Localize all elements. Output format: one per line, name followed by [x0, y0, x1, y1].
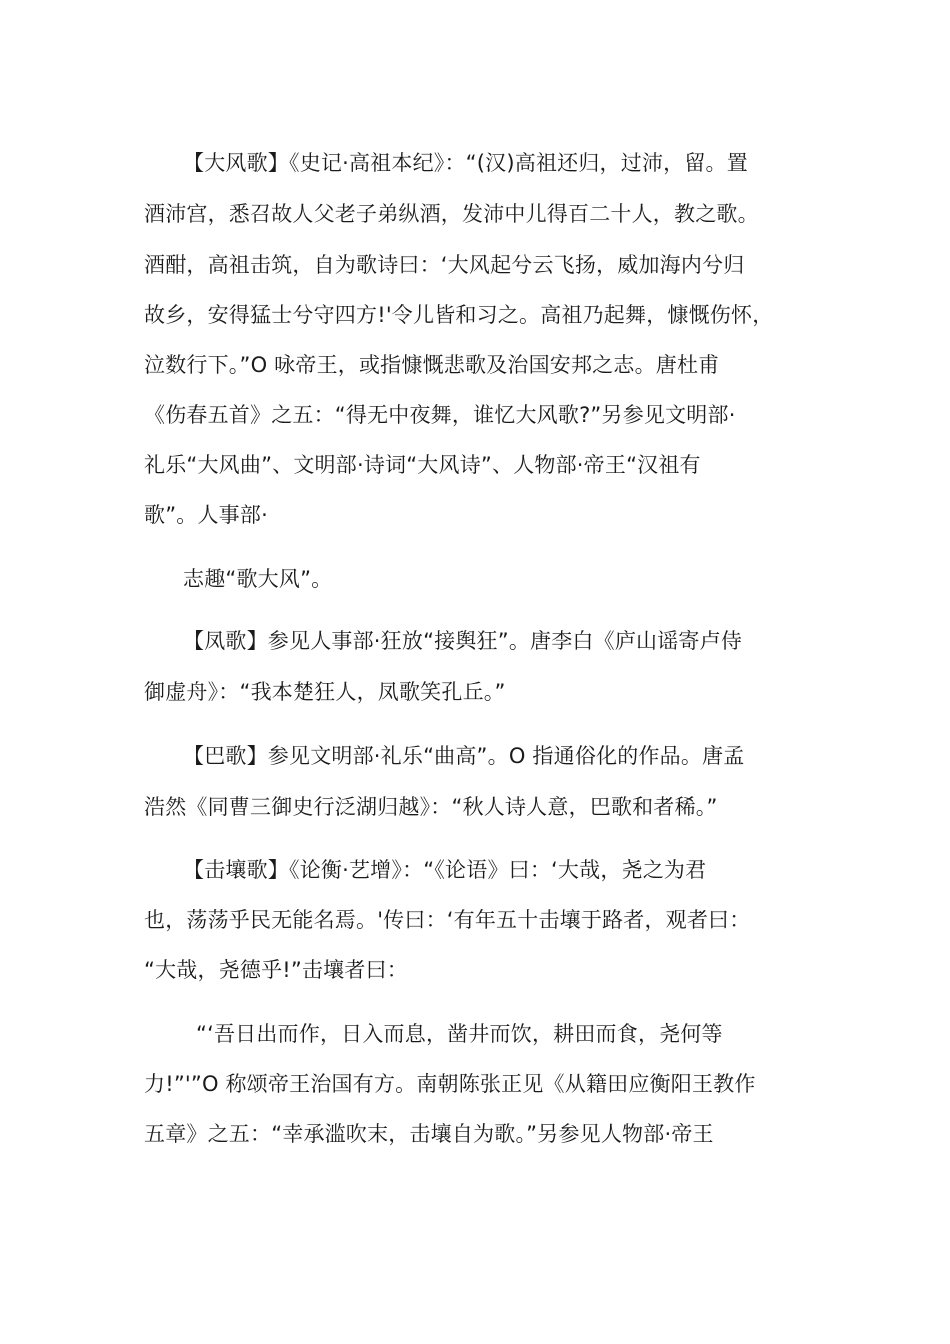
text-line: 志趣“歌大风”。 — [183, 567, 333, 591]
text-line: 浩然《同曹三御史行泛湖归越》：“秋人诗人意，巴歌和者稀。” — [144, 795, 718, 819]
text-line: 礼乐“大风曲”、文明部·诗词“大风诗”、人物部·帝王“汉祖有 — [144, 453, 701, 477]
text-line: 【大风歌】《史记·高祖本纪》：“(汉)高祖还归，过沛，留。置 — [183, 151, 748, 175]
text-line: 酒酣，高祖击筑，自为歌诗曰：‘大风起兮云飞扬，威加海内兮归 — [144, 253, 745, 277]
text-line: “‘吾日出而作，日入而息，凿井而饮，耕田而食，尧何等 — [196, 1022, 723, 1046]
text-line: 酒沛宫，悉召故人父老子弟纵酒，发沛中儿得百二十人，教之歌。 — [144, 202, 759, 226]
text-line: 《伤春五首》之五：“得无中夜舞，谁忆大风歌?”另参见文明部· — [144, 403, 736, 427]
text-line: 歌”。人事部· — [144, 503, 268, 527]
text-line: 力!”'”O 称颂帝王治国有方。南朝陈张正见《从籍田应衡阳王教作 — [144, 1072, 756, 1096]
text-line: “大哉，尧德乎!”击壤者曰： — [144, 958, 408, 982]
text-line: 也，荡荡乎民无能名焉。'传曰：‘有年五十击壤于路者，观者曰： — [144, 908, 751, 932]
text-line: 泣数行下。”O 咏帝王，或指慷慨悲歌及治国安邦之志。唐杜甫 — [144, 353, 720, 377]
text-line: 【巴歌】参见文明部·礼乐“曲高”。O 指通俗化的作品。唐孟 — [183, 744, 745, 768]
text-line: 【凤歌】参见人事部·狂放“接舆狂”。唐李白《庐山谣寄卢侍 — [183, 629, 743, 653]
text-line: 故乡，安得猛士兮守四方!'令儿皆和习之。高祖乃起舞，慷慨伤怀， — [144, 303, 774, 327]
text-line: 御虚舟》：“我本楚狂人，凤歌笑孔丘。” — [144, 680, 506, 704]
text-line: 【击壤歌】《论衡·艺增》：“《论语》曰：‘大哉，尧之为君 — [183, 858, 707, 882]
text-line: 五章》之五：“幸承滥吹末，击壤自为歌。”另参见人物部·帝王 — [144, 1122, 714, 1146]
